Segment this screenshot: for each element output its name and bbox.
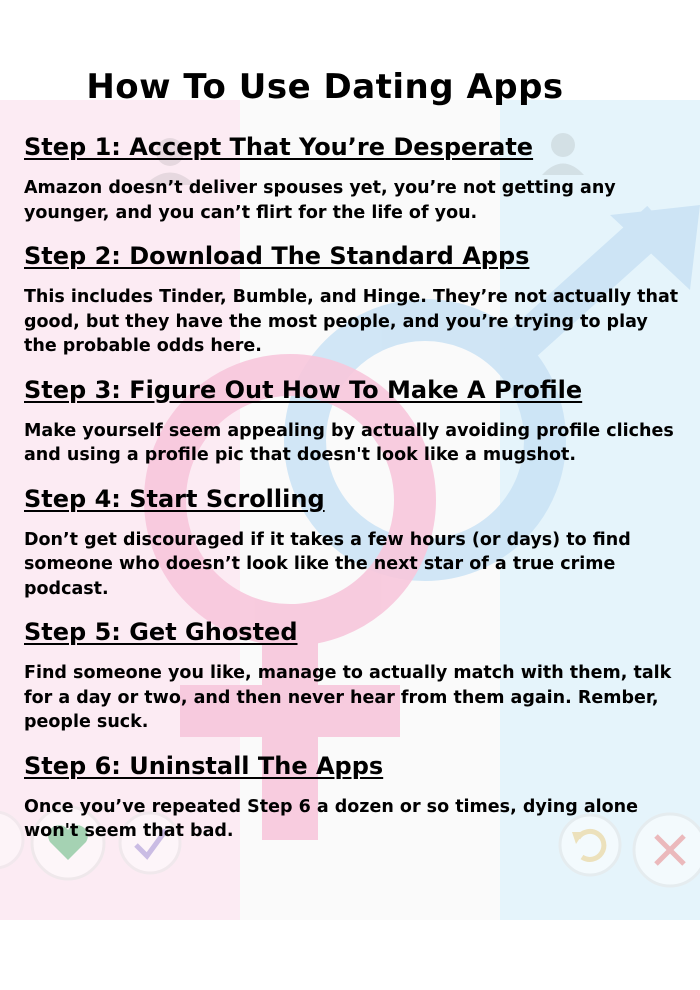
step-body: Make yourself seem appealing by actually avoiding profile cliches and using a profile pic that doesn't look like a mugshot.: [24, 420, 674, 465]
page-title: How To Use Dating Apps: [86, 66, 564, 107]
step-heading: Step 1: Accept That You’re Desperate: [24, 133, 534, 161]
steps-list: [24, 132, 684, 860]
step-2: [24, 241, 684, 359]
step-body: Don’t get discouraged if it takes a few hours (or days) to find someone who doesn’t look like the next star of a true crime podcast.: [24, 529, 631, 599]
step-body: Once you’ve repeated Step 6 a dozen or so times, dying alone won't seem that bad.: [24, 796, 638, 841]
step-heading: Step 3: Figure Out How To Make A Profile: [24, 375, 583, 404]
step-heading: Step 5: Get Ghosted: [24, 618, 298, 646]
step-3: [24, 375, 684, 468]
step-4: [24, 484, 684, 602]
step-heading: Step 4: Start Scrolling: [24, 484, 325, 513]
left-arrow-icon: [0, 812, 23, 868]
step-6: [24, 751, 684, 844]
step-1: [24, 132, 684, 225]
step-body: Amazon doesn’t deliver spouses yet, you’re not getting any younger, and you can’t flirt for the life of you.: [24, 178, 616, 223]
step-5: [24, 617, 684, 735]
step-heading: Step 6: Uninstall The Apps: [24, 751, 384, 780]
step-body: This includes Tinder, Bumble, and Hinge. They’re not actually that good, but they have the most people, and you’re trying to play the probable odds here.: [24, 287, 679, 356]
step-heading: Step 2: Download The Standard Apps: [24, 242, 530, 270]
step-body: Find someone you like, manage to actually match with them, talk for a day or two, and then never hear from them again. Rember, people suck.: [24, 663, 672, 732]
